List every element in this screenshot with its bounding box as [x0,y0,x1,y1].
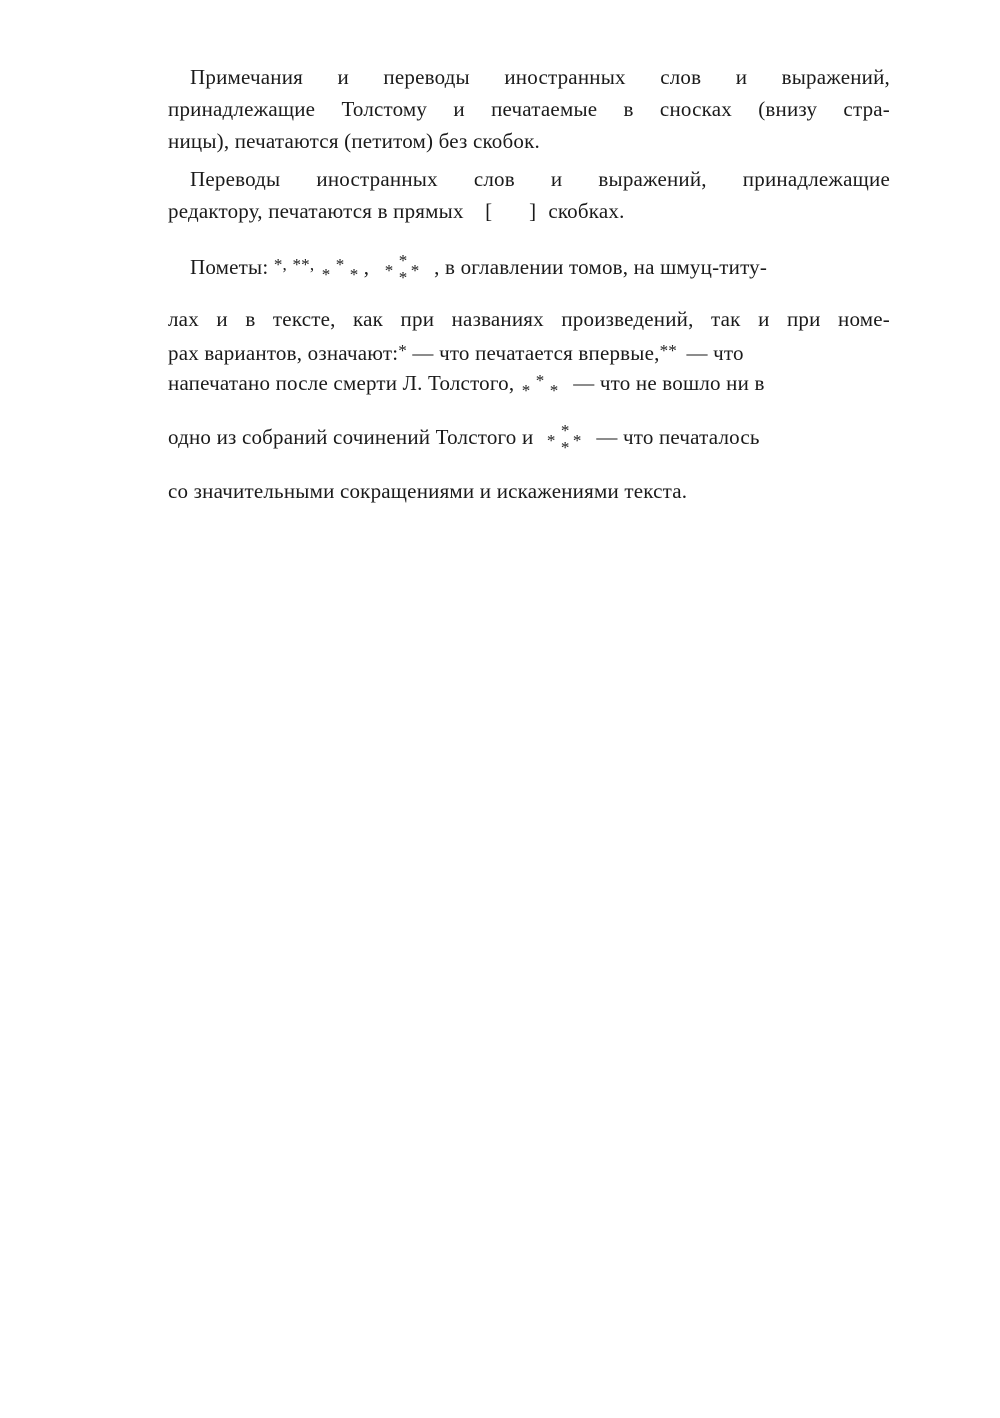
four-asterisk-mark-star: * [398,268,408,288]
close-square-bracket: ] [529,199,537,223]
meaning-printed-with-cuts: — что печаталось [596,425,760,449]
marks-intro-continuation: , в оглавлении томов, на шмуц-титу- [434,255,768,279]
three-asterisk-mark-star: * [321,265,331,285]
double-asterisk-symbol: ** [659,341,677,360]
paragraph-3-line-4 [168,368,890,401]
three-asterisk-symbol-star: * [521,381,531,401]
four-asterisk-symbol-star: * [560,438,570,458]
meaning-intro: рах вариантов, означают: [168,341,399,365]
paragraph-3-line-6: со значительными сокращениями и искажениями текста. [168,479,688,503]
paragraph-2-line-2-end: скобках. [548,199,625,223]
four-asterisk-symbol-star: * [546,431,556,451]
three-asterisk-symbol [520,371,564,401]
three-asterisk-symbol-star: * [535,371,545,391]
open-square-bracket: [ [485,199,493,223]
meaning-first-published: — что печатается впервые, [412,341,660,365]
four-asterisk-mark [383,251,423,288]
marks-intro-label: Пометы: [190,255,269,279]
four-asterisk-mark-star: * [384,261,394,281]
four-asterisk-mark-star: * [398,251,408,271]
single-asterisk-symbol: * [398,341,407,360]
paragraph-2-line-2 [168,196,890,226]
four-asterisk-symbol [545,421,585,458]
four-asterisk-symbol-star: * [560,421,570,441]
paragraph-1-line-1: Примечания и переводы иностранных слов и выражений, [190,65,890,89]
three-asterisk-mark-star: * [349,265,359,285]
double-asterisk-mark: **, [292,255,315,274]
paragraph-1-line-3: ницы), печатаются (петитом) без скобок. [168,129,540,153]
paragraph-3-line-2: лах и в тексте, как при названиях произведений, так и при номе- [168,307,890,331]
paragraph-3-line-1 [168,250,890,288]
three-asterisk-mark-star: * [335,255,345,275]
four-asterisk-symbol-star: * [572,431,582,451]
single-asterisk-mark: *, [273,255,288,274]
three-asterisk-symbol-star: * [549,381,559,401]
paragraph-2-line-1: Переводы иностранных слов и выражений, принадлежащие [190,167,890,191]
paragraph-1-line-2: принадлежащие Толстому и печатаемые в сносках (внизу стра- [168,97,890,121]
four-asterisk-mark-star: * [410,261,420,281]
paragraph-3-line-5 [168,421,890,458]
marks-comma: , [363,255,370,279]
meaning-collected-works: одно из собраний сочинений Толстого и [168,425,534,449]
editorial-notes-text [168,62,890,506]
meaning-posthumous: напечатано после смерти Л. Толстого, [168,371,515,395]
three-asterisk-mark [320,255,364,285]
meaning-not-included: — что не вошло ни в [573,371,765,395]
paragraph-2-line-2-start: редактору, печатаются в прямых [168,199,464,223]
meaning-continuation: — что [686,341,744,365]
paragraph-3-line-3 [168,336,890,366]
